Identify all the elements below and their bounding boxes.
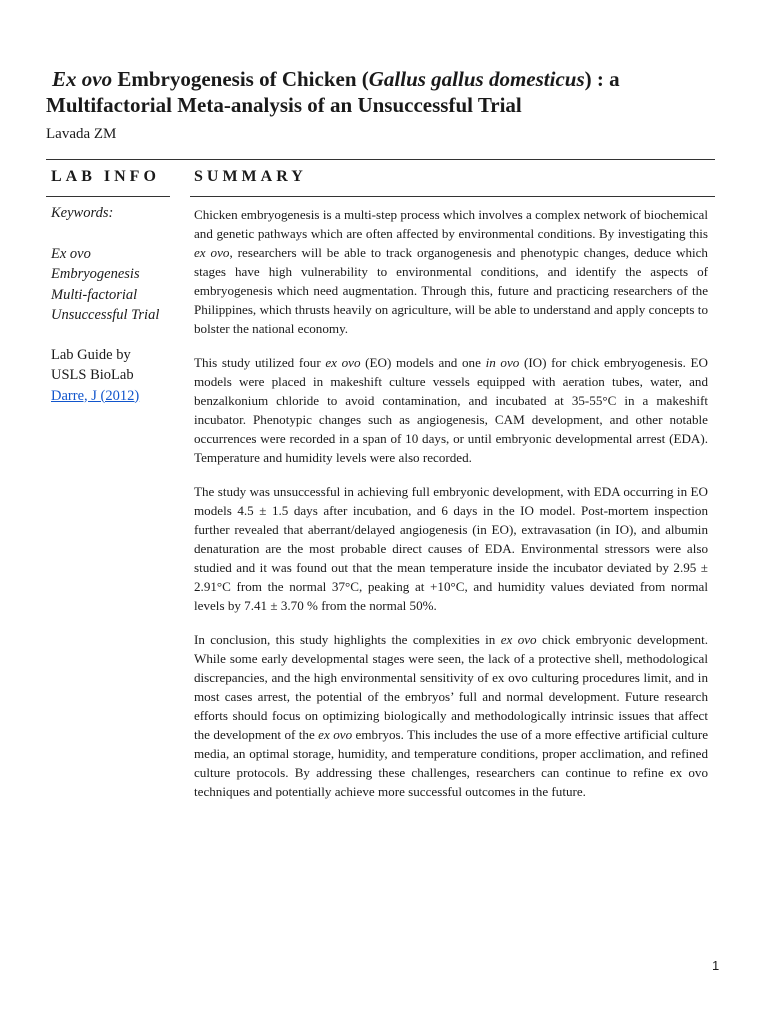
p2-italic-ex-ovo: ex ovo (325, 355, 361, 370)
p2-text-e: (IO) for chick embryogenesis. EO models were placed in makeshift culture vessels equipped with aeration tubes, water, and benzalkonium chloride to avoid contamination, and incubated at 35-55°C in a makeshift incubator. Phenotypic changes such as angiogenesis, CAM development, and other notable occurrences were recorded in a span of 10 days, or until embryonic developmental arrest (EDA). Temperature and humidity levels were also recorded. (194, 355, 708, 465)
p1-italic: ex ovo (194, 245, 230, 260)
paper-title (46, 66, 726, 118)
p4-italic-2: ex ovo (318, 727, 353, 742)
keyword-item: Embryogenesis (51, 266, 140, 282)
summary-body (194, 205, 708, 816)
title-text-2: ) : a (584, 67, 620, 91)
title-text-3: Multifactorial Meta-analysis of an Unsuccessful Trial (46, 93, 522, 117)
p2-italic-in-ovo: in ovo (485, 355, 520, 370)
summary-heading: SUMMARY (194, 168, 307, 185)
reference-link[interactable]: Darre, J (2012) (51, 387, 140, 404)
summary-paragraph-1 (194, 205, 708, 338)
keyword-item: Multi-factorial (51, 286, 138, 303)
keyword-item: Unsuccessful Trial (51, 307, 160, 323)
title-text-1: Embryogenesis of Chicken ( (112, 67, 369, 91)
title-italic-ex-ovo: Ex ovo (52, 67, 113, 91)
author-name: Lavada ZM (46, 126, 117, 142)
p1-text-c: , researchers will be able to track organogenesis and phenotypic changes, deduce which stages have high vulnerability to environmental conditions, and identify the aspects of embryogenesis which need augmentation. Through this, future and practicing researchers of the Philippines, which thrusts heavily on agriculture, will be able to understand and apply concepts to bolster the national economy. (194, 245, 708, 336)
summary-paragraph-4 (194, 630, 708, 801)
page-number: 1 (712, 958, 720, 973)
keywords-label: Keywords: (51, 205, 114, 221)
p2-text-c: (EO) models and one (360, 355, 486, 370)
lab-info-heading: LAB INFO (51, 168, 160, 185)
p2-text-a: This study utilized four (194, 355, 326, 370)
lab-guide-line-2: USLS BioLab (51, 367, 134, 383)
lab-info-sidebar (51, 203, 176, 406)
p4-italic-1: ex ovo (500, 632, 537, 647)
summary-paragraph-2 (194, 353, 708, 467)
lab-info-divider (46, 196, 170, 197)
title-italic-species: Gallus gallus domesticus (368, 67, 585, 91)
p4-text-c: chick embryonic development. While some early developmental stages were seen, the lack of a protective shell, methodological discrepancies, and the high environmental sensitivity of ex ovo culturing procedures limit, and in most cases arrest, the potential of the embryos’ full and normal development. Future research efforts should focus on optimizing biologically and methodologically intrinsic issues that affect the development of the (194, 632, 708, 742)
summary-divider (190, 196, 715, 197)
p1-text-a: Chicken embryogenesis is a multi-step process which involves a complex network of biochemical and genetic pathways which are often affected by environmental conditions. By investigating this (194, 207, 708, 241)
lab-guide-line-1: Lab Guide by (51, 346, 131, 363)
summary-paragraph-3: The study was unsuccessful in achieving full embryonic development, with EDA occurring in EO models 4.5 ± 1.5 days after incubation, and 6 days in the IO model. Post-mortem inspection further revealed that aberrant/delayed angiogenesis (in EO), extravasation (in IO), and albumin denaturation are the most probable direct causes of EDA. Environmental stressors were also studied and it was found out that the mean temperature inside the incubator deviated by 2.95 ± 2.91°C from the normal 37°C, peaking at +10°C, and humidity values deviated from normal levels by 7.41 ± 3.70 % from the normal 50%. (194, 484, 708, 613)
keyword-item: Ex ovo (51, 245, 91, 262)
p4-text-e: embryos. This includes the use of a more effective artificial culture media, an optimal storage, humidity, and temperature conditions, proper acclimation, and refined culture protocols. By addressing these challenges, researchers can continue to refine ex ovo techniques and potentially achieve more successful outcomes in the future. (194, 727, 709, 799)
top-divider (46, 159, 715, 160)
p4-text-a: In conclusion, this study highlights the complexities in (194, 632, 501, 647)
